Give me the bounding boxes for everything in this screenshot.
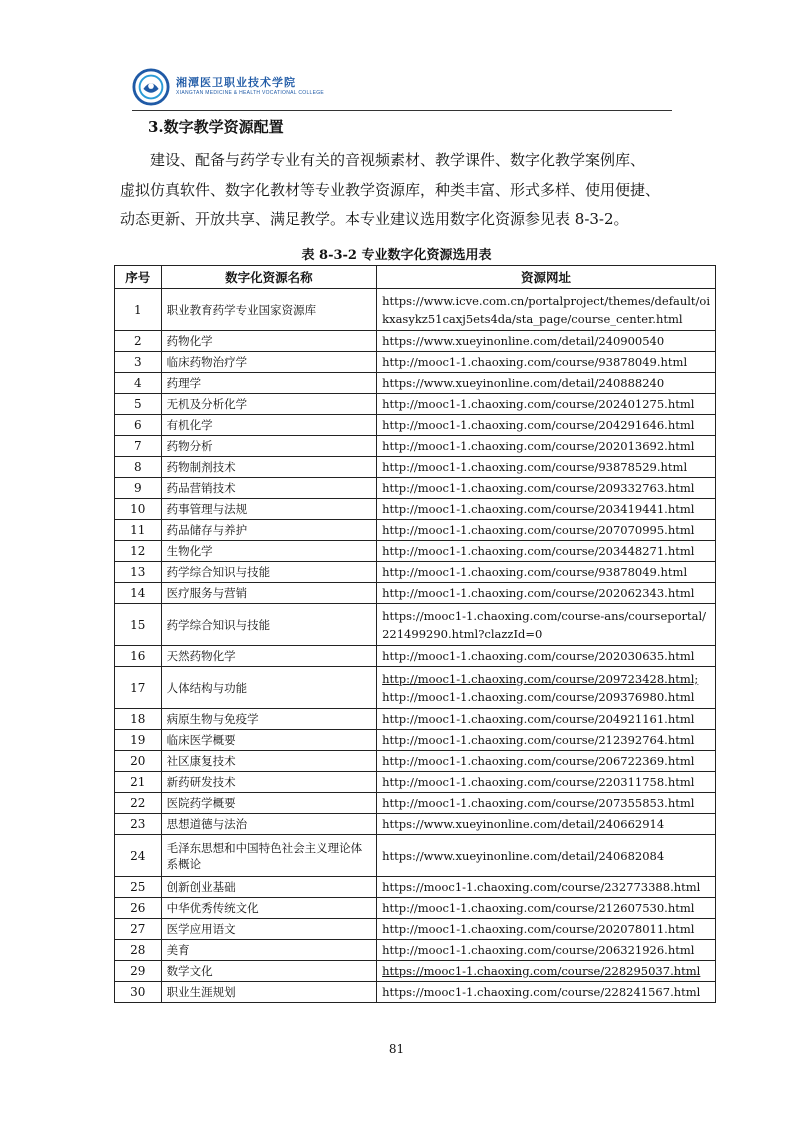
resource-name: 病原生物与免疫学	[161, 709, 376, 730]
row-number: 11	[115, 520, 162, 541]
paragraph-line: 虚拟仿真软件、数字化教材等专业教学资源库，种类丰富、形式多样、使用便捷、	[120, 180, 661, 199]
resource-url-cell	[377, 289, 716, 331]
table-row	[115, 373, 716, 394]
resource-url-link[interactable]: http://mooc1-1.chaoxing.com/course/203448271.html	[382, 544, 695, 558]
row-number: 8	[115, 457, 162, 478]
resource-url-link[interactable]: http://mooc1-1.chaoxing.com/course/209332763.html	[382, 481, 695, 495]
row-number: 9	[115, 478, 162, 499]
resource-url-cell	[377, 982, 716, 1003]
row-number: 16	[115, 646, 162, 667]
resource-url-cell	[377, 793, 716, 814]
header-divider	[132, 110, 672, 111]
row-number: 25	[115, 877, 162, 898]
resource-url-cell	[377, 457, 716, 478]
resource-url-link[interactable]: http://mooc1-1.chaoxing.com/course/209376980.html	[382, 689, 695, 704]
row-number: 29	[115, 961, 162, 982]
resource-url-cell	[377, 583, 716, 604]
resource-name: 生物化学	[161, 541, 376, 562]
table-row	[115, 940, 716, 961]
resource-url-link[interactable]: https://www.icve.com.cn/portalproject/themes/default/oi	[382, 293, 710, 308]
resource-name: 职业教育药学专业国家资源库	[161, 289, 376, 331]
resource-url-link[interactable]: http://mooc1-1.chaoxing.com/course/209723428.html;	[382, 671, 699, 686]
resource-name: 医学应用语文	[161, 919, 376, 940]
table-row	[115, 667, 716, 709]
resource-url-link[interactable]: http://mooc1-1.chaoxing.com/course/202062343.html	[382, 586, 695, 600]
row-number: 3	[115, 352, 162, 373]
resource-url-link[interactable]: http://mooc1-1.chaoxing.com/course/207070995.html	[382, 523, 695, 537]
row-number: 13	[115, 562, 162, 583]
row-number: 24	[115, 835, 162, 877]
resource-url-cell	[377, 667, 716, 709]
table-row	[115, 961, 716, 982]
resource-url-cell	[377, 394, 716, 415]
table-row	[115, 877, 716, 898]
table-row	[115, 457, 716, 478]
paragraph-line: 动态更新、开放共享、满足教学。本专业建议选用数字化资源参见表 8-3-2。	[120, 210, 629, 228]
resource-url-link[interactable]: http://mooc1-1.chaoxing.com/course/93878049.html	[382, 355, 688, 369]
resource-url-link[interactable]: http://mooc1-1.chaoxing.com/course/202078011.html	[382, 922, 695, 936]
resource-url-cell	[377, 562, 716, 583]
table-row	[115, 352, 716, 373]
resource-name: 药事管理与法规	[161, 499, 376, 520]
section-paragraph	[120, 146, 676, 235]
resource-name: 药理学	[161, 373, 376, 394]
row-number: 19	[115, 730, 162, 751]
table-row	[115, 520, 716, 541]
resource-name: 有机化学	[161, 415, 376, 436]
resource-name: 临床医学概要	[161, 730, 376, 751]
resource-url-link[interactable]: https://mooc1-1.chaoxing.com/course/232773388.html	[382, 880, 701, 894]
resource-name: 药物制剂技术	[161, 457, 376, 478]
resource-name: 创新创业基础	[161, 877, 376, 898]
resource-name: 药学综合知识与技能	[161, 604, 376, 646]
row-number: 26	[115, 898, 162, 919]
resource-url-cell	[377, 520, 716, 541]
resource-url-link[interactable]: https://mooc1-1.chaoxing.com/course/228295037.html	[382, 964, 701, 978]
resource-url-link[interactable]: http://mooc1-1.chaoxing.com/course/204291646.html	[382, 418, 695, 432]
table-caption: 表 8-3-2 专业数字化资源选用表	[301, 248, 492, 263]
resource-url-cell	[377, 772, 716, 793]
row-number: 14	[115, 583, 162, 604]
resource-url-cell	[377, 646, 716, 667]
resource-url-link[interactable]: http://mooc1-1.chaoxing.com/course/202030635.html	[382, 649, 695, 663]
table-row	[115, 331, 716, 352]
resource-url-cell	[377, 877, 716, 898]
resource-url-cell	[377, 373, 716, 394]
table-row	[115, 646, 716, 667]
table-row	[115, 814, 716, 835]
school-name-en: XIANGTAN MEDICINE & HEALTH VOCATIONAL COLLEGE	[176, 90, 325, 96]
resource-name: 医院药学概要	[161, 793, 376, 814]
resource-name: 人体结构与功能	[161, 667, 376, 709]
resource-url-cell	[377, 835, 716, 877]
table-row	[115, 478, 716, 499]
resource-name: 毛泽东思想和中国特色社会主义理论体系概论	[161, 835, 376, 877]
resource-name: 数学文化	[161, 961, 376, 982]
page-number: 81	[388, 1042, 405, 1056]
resource-url-link[interactable]: http://mooc1-1.chaoxing.com/course/93878529.html	[382, 460, 688, 474]
resource-url-link[interactable]: http://mooc1-1.chaoxing.com/course/202401275.html	[382, 397, 695, 411]
table-row	[115, 709, 716, 730]
resource-url-link[interactable]: http://mooc1-1.chaoxing.com/course/93878049.html	[382, 565, 688, 579]
row-number: 30	[115, 982, 162, 1003]
school-name: 湘潭医卫职业技术学院	[176, 76, 296, 89]
row-number: 1	[115, 289, 162, 331]
row-number: 21	[115, 772, 162, 793]
resource-url-cell	[377, 940, 716, 961]
table-row	[115, 562, 716, 583]
resource-url-link[interactable]: http://mooc1-1.chaoxing.com/course/206722369.html	[382, 754, 695, 768]
resource-url-link[interactable]: https://www.xueyinonline.com/detail/240900540	[382, 334, 665, 348]
resource-url-link[interactable]: http://mooc1-1.chaoxing.com/course/207355853.html	[382, 796, 695, 810]
resource-name: 职业生涯规划	[161, 982, 376, 1003]
resource-url-link[interactable]: http://mooc1-1.chaoxing.com/course/220311758.html	[382, 775, 695, 789]
header-name: 数字化资源名称	[161, 266, 376, 289]
row-number: 17	[115, 667, 162, 709]
resource-url-link[interactable]: https://www.xueyinonline.com/detail/240662914	[382, 817, 665, 831]
resource-name: 中华优秀传统文化	[161, 898, 376, 919]
resource-url-cell	[377, 478, 716, 499]
header-no: 序号	[115, 266, 162, 289]
resource-url-link[interactable]: https://mooc1-1.chaoxing.com/course/228241567.html	[382, 985, 701, 999]
resource-url-cell	[377, 436, 716, 457]
resource-name: 无机及分析化学	[161, 394, 376, 415]
resource-name: 药品储存与养护	[161, 520, 376, 541]
resource-name: 药品营销技术	[161, 478, 376, 499]
resource-url-cell	[377, 709, 716, 730]
table-row	[115, 730, 716, 751]
resource-url-link[interactable]: https://www.xueyinonline.com/detail/240682084	[382, 848, 665, 863]
row-number: 7	[115, 436, 162, 457]
resource-name: 药物化学	[161, 331, 376, 352]
table-row	[115, 772, 716, 793]
row-number: 12	[115, 541, 162, 562]
resource-url-cell	[377, 352, 716, 373]
resource-name: 临床药物治疗学	[161, 352, 376, 373]
resource-name: 医疗服务与营销	[161, 583, 376, 604]
resource-url-cell	[377, 898, 716, 919]
resource-url-link[interactable]: https://mooc1-1.chaoxing.com/course-ans/courseportal/	[382, 608, 707, 623]
resource-url-link[interactable]: 221499290.html?clazzId=0	[382, 626, 543, 641]
row-number: 6	[115, 415, 162, 436]
row-number: 28	[115, 940, 162, 961]
table-row	[115, 604, 716, 646]
page-header	[132, 66, 672, 112]
resource-name: 天然药物化学	[161, 646, 376, 667]
table-row	[115, 499, 716, 520]
table-row	[115, 394, 716, 415]
resource-url-link[interactable]: http://mooc1-1.chaoxing.com/course/212607530.html	[382, 901, 695, 915]
resource-url-link[interactable]: http://mooc1-1.chaoxing.com/course/206321926.html	[382, 943, 695, 957]
resource-url-cell	[377, 919, 716, 940]
resource-name: 药物分析	[161, 436, 376, 457]
resource-url-cell	[377, 751, 716, 772]
resource-url-cell	[377, 415, 716, 436]
row-number: 18	[115, 709, 162, 730]
section-title: 3.数字教学资源配置	[148, 118, 284, 136]
resource-url-cell	[377, 541, 716, 562]
row-number: 5	[115, 394, 162, 415]
row-number: 2	[115, 331, 162, 352]
row-number: 27	[115, 919, 162, 940]
header-url: 资源网址	[377, 266, 716, 289]
resource-url-cell	[377, 961, 716, 982]
resource-name: 药学综合知识与技能	[161, 562, 376, 583]
table-row	[115, 436, 716, 457]
resource-table	[114, 265, 716, 1003]
resource-name: 社区康复技术	[161, 751, 376, 772]
row-number: 10	[115, 499, 162, 520]
resource-url-cell	[377, 331, 716, 352]
table-row	[115, 583, 716, 604]
row-number: 20	[115, 751, 162, 772]
table-row	[115, 289, 716, 331]
resource-url-cell	[377, 499, 716, 520]
resource-url-link[interactable]: http://mooc1-1.chaoxing.com/course/202013692.html	[382, 439, 695, 453]
table-row	[115, 919, 716, 940]
resource-url-link[interactable]: http://mooc1-1.chaoxing.com/course/204921161.html	[382, 712, 695, 726]
row-number: 4	[115, 373, 162, 394]
row-number: 15	[115, 604, 162, 646]
row-number: 22	[115, 793, 162, 814]
resource-url-link[interactable]: kxasykz51caxj5ets4da/sta_page/course_center.html	[382, 311, 683, 326]
resource-url-link[interactable]: https://www.xueyinonline.com/detail/240888240	[382, 376, 665, 390]
paragraph-line: 建设、配备与药学专业有关的音视频素材、教学课件、数字化教学案例库、	[150, 151, 646, 169]
table-row	[115, 982, 716, 1003]
resource-url-link[interactable]: http://mooc1-1.chaoxing.com/course/203419441.html	[382, 502, 695, 516]
resource-name: 思想道德与法治	[161, 814, 376, 835]
table-header-row	[115, 266, 716, 289]
resource-name: 美育	[161, 940, 376, 961]
resource-url-link[interactable]: http://mooc1-1.chaoxing.com/course/212392764.html	[382, 733, 695, 747]
table-row	[115, 751, 716, 772]
resource-name: 新药研发技术	[161, 772, 376, 793]
table-row	[115, 541, 716, 562]
resource-url-cell	[377, 604, 716, 646]
resource-url-cell	[377, 730, 716, 751]
school-logo-icon	[132, 68, 170, 106]
row-number: 23	[115, 814, 162, 835]
table-row	[115, 898, 716, 919]
table-row	[115, 793, 716, 814]
table-row	[115, 835, 716, 877]
resource-url-cell	[377, 814, 716, 835]
table-row	[115, 415, 716, 436]
